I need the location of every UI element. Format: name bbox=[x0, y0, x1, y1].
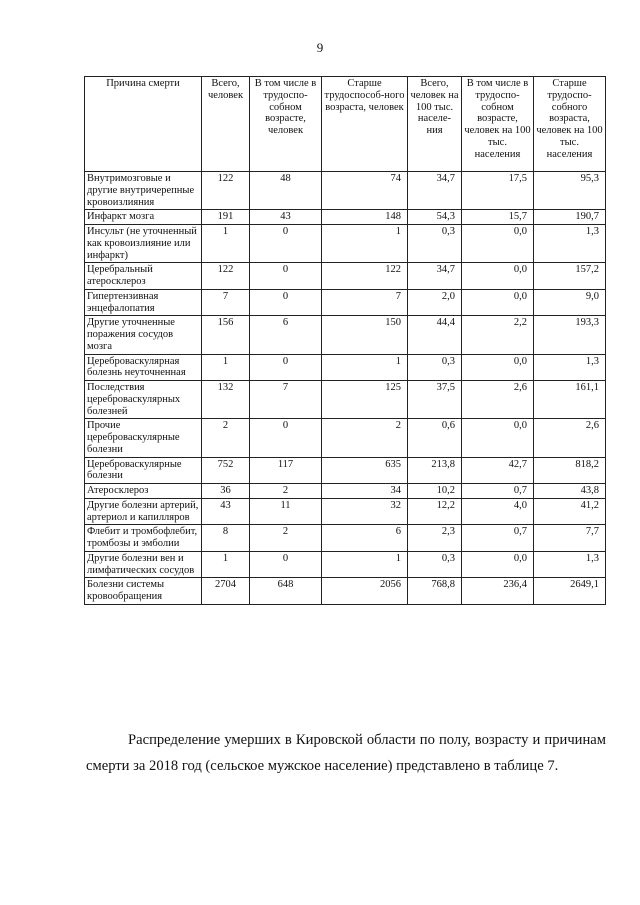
value-cell: 6 bbox=[322, 525, 408, 552]
value-cell: 2 bbox=[250, 525, 322, 552]
value-cell: 10,2 bbox=[408, 484, 462, 499]
cause-cell: Последствия цереброваскулярных болезней bbox=[85, 381, 202, 419]
value-cell: 7 bbox=[250, 381, 322, 419]
value-cell: 1 bbox=[202, 225, 250, 263]
value-cell: 2,6 bbox=[534, 419, 606, 457]
cause-cell: Болезни системы кровообращения bbox=[85, 578, 202, 605]
value-cell: 95,3 bbox=[534, 172, 606, 210]
value-cell: 2,3 bbox=[408, 525, 462, 552]
value-cell: 648 bbox=[250, 578, 322, 605]
value-cell: 2 bbox=[202, 419, 250, 457]
value-cell: 0 bbox=[250, 225, 322, 263]
table-row bbox=[85, 354, 606, 381]
value-cell: 42,7 bbox=[462, 457, 534, 484]
value-cell: 1,3 bbox=[534, 225, 606, 263]
value-cell: 34,7 bbox=[408, 172, 462, 210]
value-cell: 0,0 bbox=[462, 289, 534, 316]
value-cell: 236,4 bbox=[462, 578, 534, 605]
cause-cell: Гипертензивная энцефалопатия bbox=[85, 289, 202, 316]
table-row bbox=[85, 172, 606, 210]
value-cell: 752 bbox=[202, 457, 250, 484]
value-cell: 148 bbox=[322, 210, 408, 225]
cause-cell: Флебит и тромбофлебит, тромбозы и эмболии bbox=[85, 525, 202, 552]
value-cell: 15,7 bbox=[462, 210, 534, 225]
value-cell: 2,0 bbox=[408, 289, 462, 316]
value-cell: 0,3 bbox=[408, 354, 462, 381]
value-cell: 6 bbox=[250, 316, 322, 354]
value-cell: 122 bbox=[202, 172, 250, 210]
cause-cell: Внутримозговые и другие внутричерепные кровоизлияния bbox=[85, 172, 202, 210]
value-cell: 2056 bbox=[322, 578, 408, 605]
value-cell: 34,7 bbox=[408, 263, 462, 290]
value-cell: 213,8 bbox=[408, 457, 462, 484]
value-cell: 122 bbox=[322, 263, 408, 290]
value-cell: 32 bbox=[322, 498, 408, 525]
value-cell: 818,2 bbox=[534, 457, 606, 484]
header-older-age-per-100k: Старше трудоспо-собного возраста, человек на 100 тыс. населения bbox=[534, 77, 606, 172]
value-cell: 1 bbox=[202, 354, 250, 381]
value-cell: 0 bbox=[250, 263, 322, 290]
cause-cell: Другие болезни вен и лимфатических сосудов bbox=[85, 551, 202, 578]
table-row bbox=[85, 381, 606, 419]
header-total-per-100k: Всего, человек на 100 тыс. населе-ния bbox=[408, 77, 462, 172]
table-body bbox=[85, 172, 606, 605]
mortality-table bbox=[84, 76, 606, 605]
value-cell: 161,1 bbox=[534, 381, 606, 419]
value-cell: 122 bbox=[202, 263, 250, 290]
value-cell: 0,0 bbox=[462, 263, 534, 290]
value-cell: 132 bbox=[202, 381, 250, 419]
table-header-row bbox=[85, 77, 606, 172]
cause-cell: Церебральный атеросклероз bbox=[85, 263, 202, 290]
table-caption: Распределение умерших в Кировской области по полу, возрасту и причинам смерти за 2018 год (сельское мужское население) представлено в таблице 7. bbox=[86, 732, 606, 774]
value-cell: 150 bbox=[322, 316, 408, 354]
value-cell: 34 bbox=[322, 484, 408, 499]
value-cell: 0,3 bbox=[408, 225, 462, 263]
value-cell: 125 bbox=[322, 381, 408, 419]
value-cell: 9,0 bbox=[534, 289, 606, 316]
table-row bbox=[85, 316, 606, 354]
value-cell: 74 bbox=[322, 172, 408, 210]
header-total: Всего, человек bbox=[202, 77, 250, 172]
value-cell: 37,5 bbox=[408, 381, 462, 419]
value-cell: 156 bbox=[202, 316, 250, 354]
value-cell: 1,3 bbox=[534, 551, 606, 578]
value-cell: 2649,1 bbox=[534, 578, 606, 605]
cause-cell: Атеросклероз bbox=[85, 484, 202, 499]
value-cell: 157,2 bbox=[534, 263, 606, 290]
value-cell: 0,0 bbox=[462, 225, 534, 263]
table-row bbox=[85, 225, 606, 263]
value-cell: 0,6 bbox=[408, 419, 462, 457]
table-row bbox=[85, 578, 606, 605]
header-working-age: В том числе в трудоспо-собном возрасте, человек bbox=[250, 77, 322, 172]
value-cell: 0,7 bbox=[462, 484, 534, 499]
value-cell: 2 bbox=[250, 484, 322, 499]
header-cause: Причина смерти bbox=[85, 77, 202, 172]
value-cell: 2704 bbox=[202, 578, 250, 605]
value-cell: 17,5 bbox=[462, 172, 534, 210]
value-cell: 0,0 bbox=[462, 551, 534, 578]
cause-cell: Прочие цереброваскулярные болезни bbox=[85, 419, 202, 457]
table-row bbox=[85, 419, 606, 457]
table-row bbox=[85, 498, 606, 525]
value-cell: 8 bbox=[202, 525, 250, 552]
value-cell: 0 bbox=[250, 419, 322, 457]
value-cell: 4,0 bbox=[462, 498, 534, 525]
value-cell: 11 bbox=[250, 498, 322, 525]
value-cell: 44,4 bbox=[408, 316, 462, 354]
table-row bbox=[85, 484, 606, 499]
value-cell: 43,8 bbox=[534, 484, 606, 499]
value-cell: 0 bbox=[250, 289, 322, 316]
value-cell: 2 bbox=[322, 419, 408, 457]
table-row bbox=[85, 289, 606, 316]
cause-cell: Инсульт (не уточненный как кровоизлияние или инфаркт) bbox=[85, 225, 202, 263]
table-row bbox=[85, 210, 606, 225]
header-older-age: Старше трудоспособ-ного возраста, человек bbox=[322, 77, 408, 172]
cause-cell: Другие уточненные поражения сосудов мозга bbox=[85, 316, 202, 354]
cause-cell: Другие болезни артерий, артериол и капилляров bbox=[85, 498, 202, 525]
value-cell: 0,3 bbox=[408, 551, 462, 578]
cause-cell: Цереброваскулярные болезни bbox=[85, 457, 202, 484]
value-cell: 635 bbox=[322, 457, 408, 484]
value-cell: 12,2 bbox=[408, 498, 462, 525]
value-cell: 117 bbox=[250, 457, 322, 484]
value-cell: 7 bbox=[202, 289, 250, 316]
value-cell: 0,7 bbox=[462, 525, 534, 552]
table-row bbox=[85, 551, 606, 578]
page-number: 9 bbox=[316, 40, 324, 55]
value-cell: 1 bbox=[322, 354, 408, 381]
value-cell: 2,2 bbox=[462, 316, 534, 354]
cause-cell: Инфаркт мозга bbox=[85, 210, 202, 225]
table-row bbox=[85, 457, 606, 484]
value-cell: 191 bbox=[202, 210, 250, 225]
value-cell: 1 bbox=[202, 551, 250, 578]
value-cell: 0 bbox=[250, 551, 322, 578]
value-cell: 2,6 bbox=[462, 381, 534, 419]
value-cell: 43 bbox=[250, 210, 322, 225]
value-cell: 48 bbox=[250, 172, 322, 210]
value-cell: 190,7 bbox=[534, 210, 606, 225]
value-cell: 1,3 bbox=[534, 354, 606, 381]
value-cell: 7 bbox=[322, 289, 408, 316]
value-cell: 193,3 bbox=[534, 316, 606, 354]
value-cell: 0,0 bbox=[462, 354, 534, 381]
table-row bbox=[85, 525, 606, 552]
value-cell: 54,3 bbox=[408, 210, 462, 225]
value-cell: 1 bbox=[322, 551, 408, 578]
value-cell: 768,8 bbox=[408, 578, 462, 605]
value-cell: 0 bbox=[250, 354, 322, 381]
value-cell: 43 bbox=[202, 498, 250, 525]
value-cell: 41,2 bbox=[534, 498, 606, 525]
value-cell: 36 bbox=[202, 484, 250, 499]
value-cell: 7,7 bbox=[534, 525, 606, 552]
value-cell: 1 bbox=[322, 225, 408, 263]
value-cell: 0,0 bbox=[462, 419, 534, 457]
cause-cell: Цереброваскулярная болезнь неуточненная bbox=[85, 354, 202, 381]
header-working-age-per-100k: В том числе в трудоспо-собном возрасте, человек на 100 тыс. населения bbox=[462, 77, 534, 172]
table-row bbox=[85, 263, 606, 290]
